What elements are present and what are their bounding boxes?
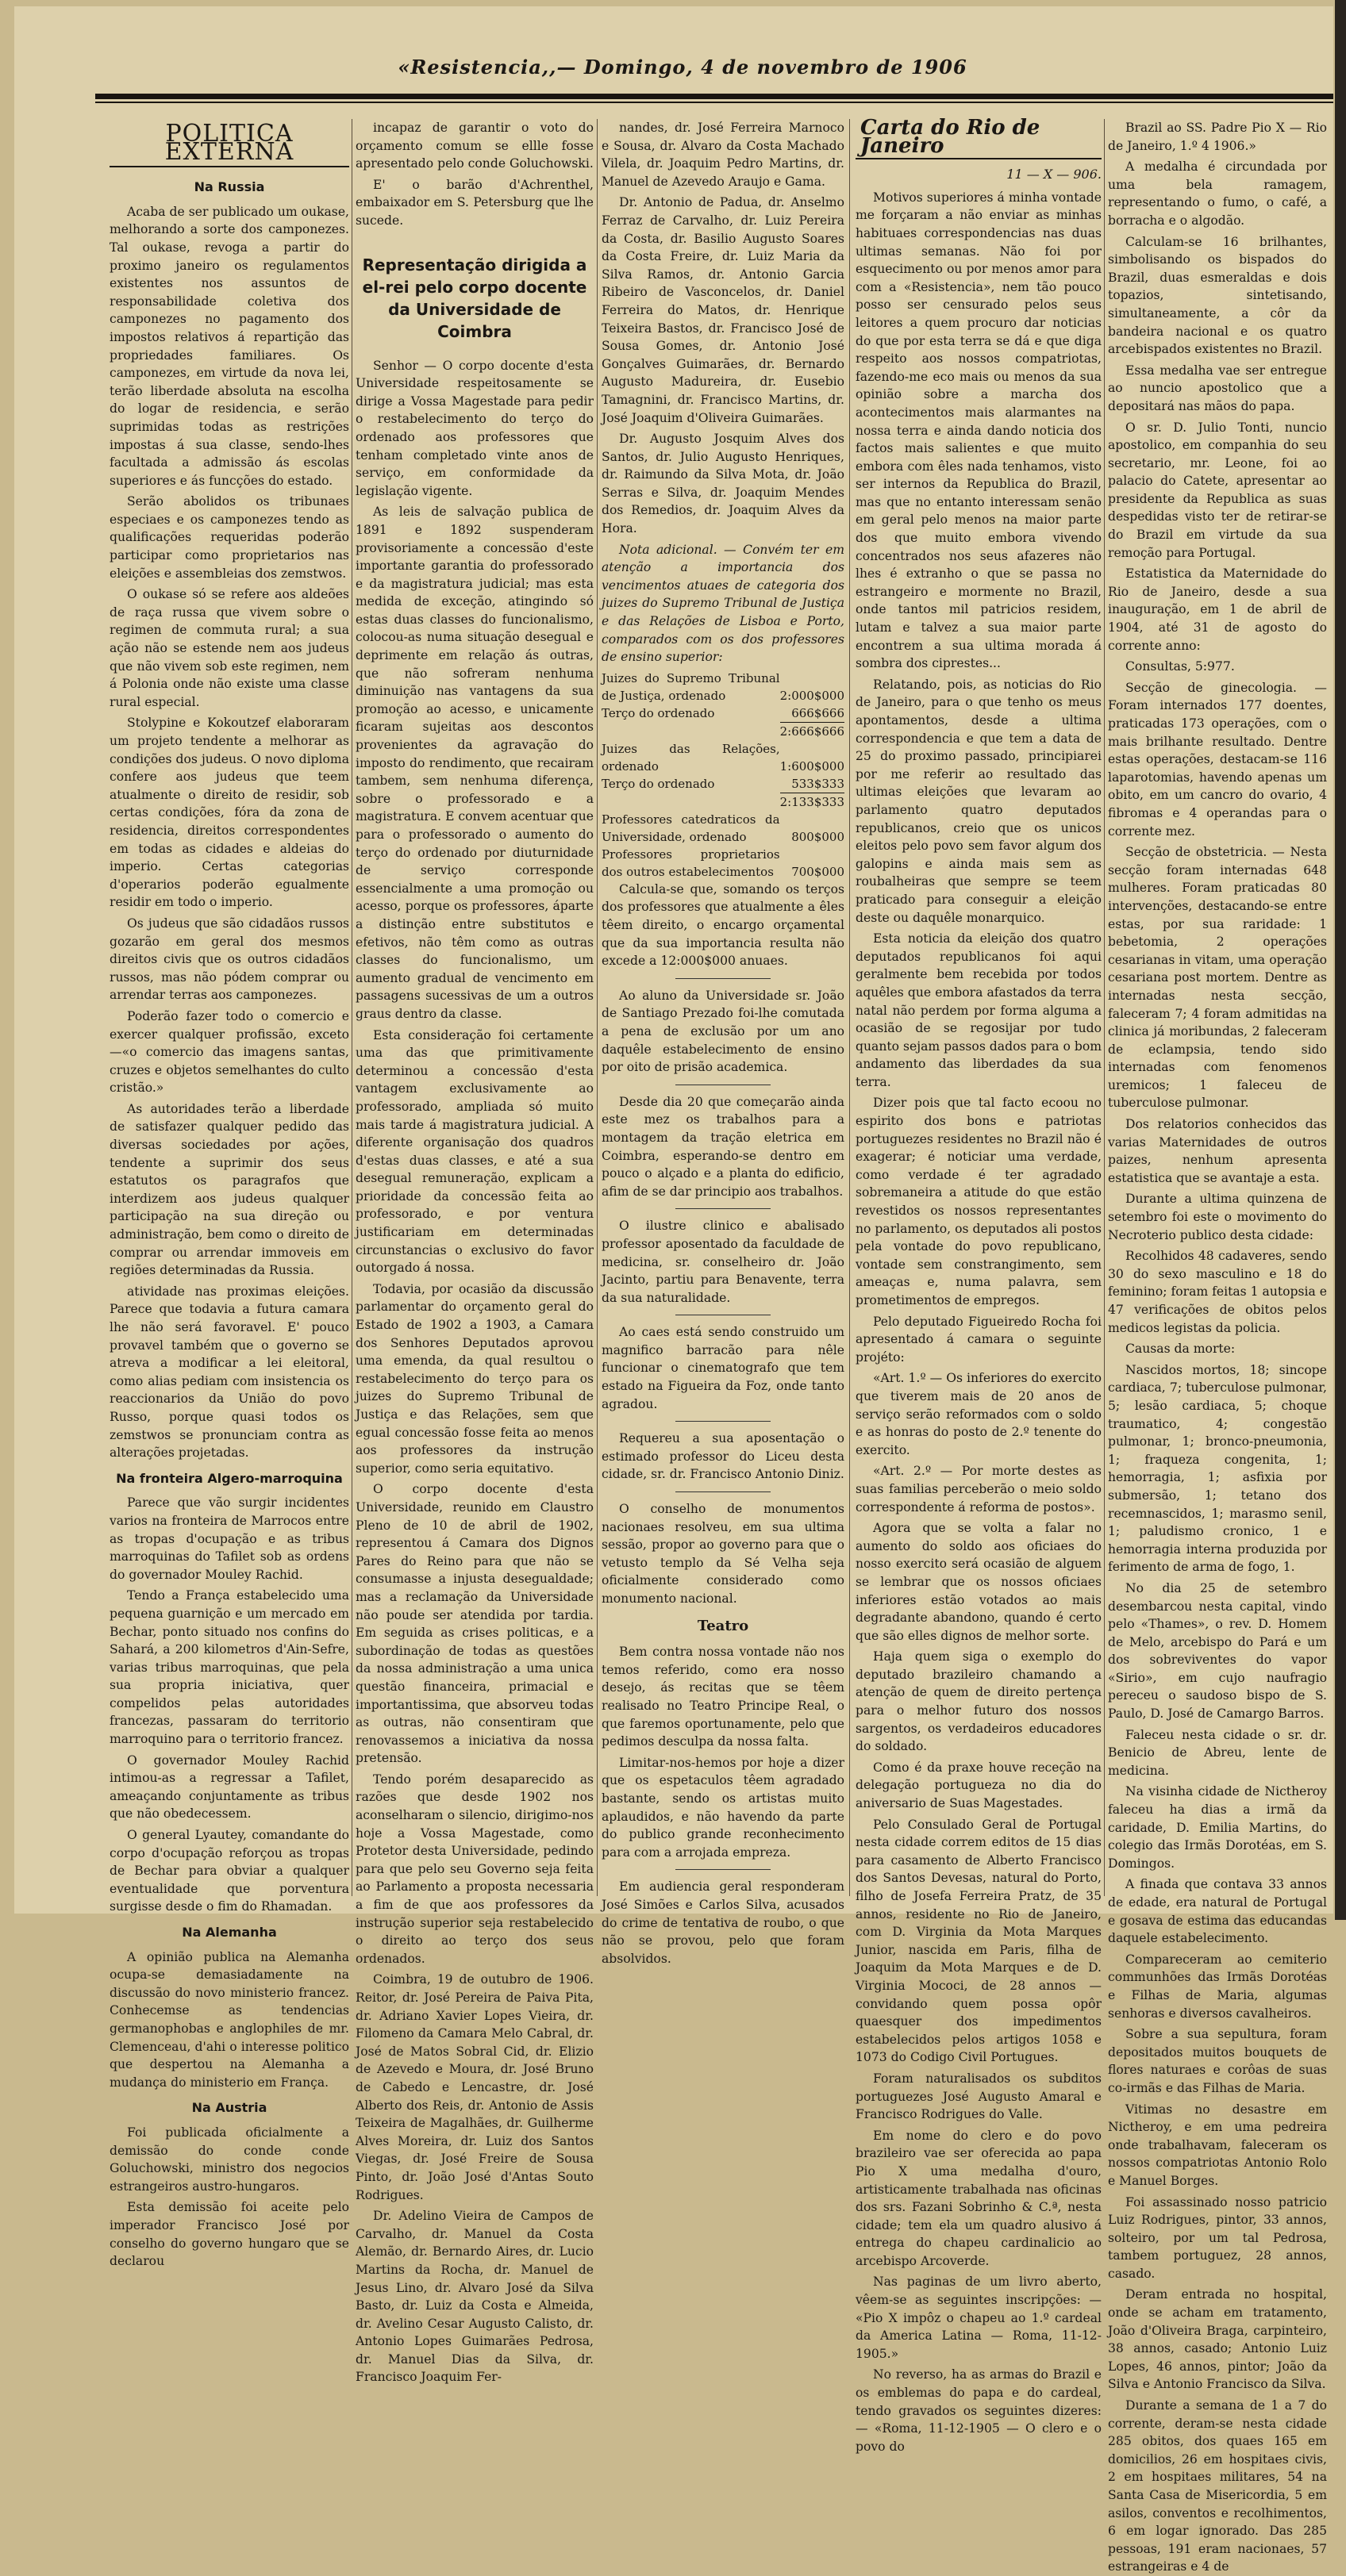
article-paragraph: E' o barão d'Achrenthel, embaixador em S. Petersburg que lhe sucede. [356, 177, 594, 228]
subsection-title: Na Austria [191, 2100, 267, 2116]
article-paragraph: Durante a ultima quinzena de setembro foi este o movimento do Necroterio publico desta cidade: [1108, 1192, 1327, 1242]
article-paragraph: O general Lyautey, comandante do corpo d'ocupação reforçou as tropas de Bechar para obviar a qualquer eventualidade que porventura surgisse desde o fim do Rhamadan. [110, 1828, 349, 1914]
article-paragraph: Ao aluno da Universidade sr. João de Santiago Prezado foi-lhe comutada a pena de exclusão por um ano daquêle estabelecimento de ensino por oito de prisão academica. [602, 988, 844, 1075]
article-paragraph: O conselho de monumentos nacionaes resolveu, em sua ultima sessão, propor ao governo para que o vetusto templo da Sé Velha seja oficialmente considerado como monumento nacional. [602, 1502, 844, 1606]
article-paragraph: O oukase só se refere aos aldeões de raça russa que vivem sobre o regimen de commuta rural; a sua ação não se estende nem aos judeus que não vivem sob este regimen, nem á Polonia onde não existe uma classe rural especial. [110, 587, 349, 709]
column-representacao [356, 119, 594, 2385]
article-paragraph: No dia 25 de setembro desembarcou nesta capital, vindo pelo «Thames», o rev. D. Homem de Melo, arcebispo do Pará e um dos sobreviventes do vapor «Sirio», em cujo naufragio pereceu o saudoso bispo de S. Paulo, D. José de Camargo Barros. [1108, 1580, 1327, 1722]
article-paragraph: Acaba de ser publicado um oukase, melhorando a sorte dos camponezes. Tal oukase, revoga a partir do proximo janeiro os regulamentos existentes nos assuntos de responsabilidade coletiva dos camponezes no pagamento dos impostos relativos á repartição das propriedades familiares. Os camponezes, em virtude da nova lei, terão liberdade absoluta na escolha do logar de residencia, e serão suprimidas todas as restrições impostas á sua classe, sendo-lhes facultada a admissão ás escolas superiores e ás funcções do estado. [110, 204, 349, 488]
header-rule [95, 94, 1333, 99]
article-paragraph: No reverso, ha as armas do Brazil e os emblemas do papa e do cardeal, tendo gravados os seguintes dizeres: — «Roma, 11-12-1905 — O clero e o povo do [856, 2367, 1102, 2454]
table-label: Juizes das Relações, ordenado [602, 741, 780, 774]
article-paragraph: Faleceu nesta cidade o sr. dr. Benicio de Abreu, lente de medicina. [1108, 1727, 1327, 1778]
article-paragraph: Nascidos mortos, 18; sincope cardiaca, 7; tuberculose pulmonar, 5; lesão cardiaca, 5; choque traumatico, 4; congestão pulmonar, 1; bronco-pneumonia, 1; fraqueza congenita, 1; hemorragia, 1; asfixia por submersão, 1; tetano dos recemnascidos, 1; marasmo senil, 1; paludismo cronico, 1 e hemorragia interna produzida por ferimento de arma de fogo, 1. [1108, 1362, 1327, 1575]
article-paragraph: Motivos superiores á minha vontade me forçaram a não enviar as minhas habituaes correspondencias nas duas ultimas semanas. Não foi por esquecimento ou por menos amor para com a «Resistencia», nem tão pouco posso ser censurado pelos seus leitores a quem procuro dar noticias do que por esta terra se dá e que diga respeito aos nossos compatriotas, fazendo-me eco mais ou menos da sua opinião sobre a marcha dos acontecimentos mais alarmantes na nossa terra e ainda dando noticia dos factos mais salientes e que muito embora com êles nada tenhamos, visto ser internos da Republica do Brazil, mas que no entanto interessam senão em geral pelo menos na maior parte dos que muito embora vivendo concentrados nos seus afazeres não lhes é extranho o que se passa no estrangeiro e mormente no Brazil, onde tantos mil patricios residem, lutam e talvez a sua maior parte encontrem a sua ultima morada á sombra dos ciprestes... [856, 190, 1102, 671]
article-paragraph: Deram entrada no hospital, onde se acham em tratamento, João d'Oliveira Braga, carpinteiro, 38 annos, casado; Antonio Luiz Lopes, 46 annos, pintor; João da Silva e Antonio Francisco da Silva. [1108, 2287, 1327, 2392]
article-paragraph: Requereu a sua aposentação o estimado professor do Liceu desta cidade, sr. dr. Francisco Antonio Diniz. [602, 1431, 844, 1482]
column-noticias-coimbra [602, 119, 844, 1966]
header-rule-thin [95, 102, 1333, 103]
article-paragraph: Nas paginas de um livro aberto, vêem-se as seguintes inscripções: — «Pio X impôz o chapeu ao 1.º cardeal da America Latina — Roma, 11-12-1905.» [856, 2275, 1102, 2361]
article-paragraph: Dr. Augusto Josquim Alves dos Santos, dr. Julio Augusto Henriques, dr. Raimundo da Silva Mota, dr. João Serras e Silva, dr. Joaquim Mendes dos Remedios, dr. Joaquim Alves da Hora. [602, 432, 844, 536]
divider [675, 1208, 771, 1209]
article-paragraph: Vitimas no desastre em Nictheroy, e em uma pedreira onde trabalhavam, faleceram os nossos compatriotas Antonio Rolo e Manuel Borges. [1108, 2102, 1327, 2188]
column-divider [597, 119, 598, 1896]
article-paragraph: Foi assassinado nosso patricio Luiz Rodrigues, pintor, 33 annos, solteiro, por um tal Pedrosa, tambem portuguez, 28 annos, casado. [1108, 2194, 1327, 2281]
carta-date: 11 — X — 906. [1006, 167, 1102, 182]
article-paragraph: Compareceram ao cemiterio communhões das Irmãs Dorotéas e Filhas de Maria, algumas senhoras e diversos cavalheiros. [1108, 1952, 1327, 2021]
article-paragraph: Senhor — O corpo docente d'esta Universidade respeitosamente se dirige a Vossa Magestade para pedir o restabelecimento do terço do ordenado aos professores que tenham completado vinte anos de serviço, em conformidade da legislação vigente. [356, 358, 594, 498]
article-paragraph: Sobre a sua sepultura, foram depositados muitos bouquets de flores naturaes e corôas de suas co-irmãs e das Filhas de Maria. [1108, 2027, 1327, 2095]
salary-table [602, 670, 844, 881]
article-paragraph: Os judeus que são cidadãos russos gozarão em geral dos mesmos direitos civis que os outros cidadãos russos, mas não pódem comprar ou arrendar terras aos camponezes. [110, 916, 349, 1003]
table-label: Juizes do Supremo Tribunal de Justiça, ordenado [602, 670, 780, 703]
page-edge [1335, 0, 1346, 1920]
article-paragraph: O corpo docente d'esta Universidade, reunido em Claustro Pleno de 10 de abril de 1902, representou á Camara dos Dignos Pares do Reino para que não se consumasse a injusta desegualdade; mas a reclamação da Universidade não poude ser atendida por tardia. Em seguida as crises politicas, e a subordinação de todas as questões da nossa administração a uma unica questão financeira, primacial e importantissima, que absorveu todas as outras, não consentiram que renovassemos a iniciativa da nossa pretensão. [356, 1482, 594, 1766]
article-paragraph: Durante a semana de 1 a 7 do corrente, deram-se nesta cidade 285 obitos, dos quaes 165 em domicilios, 26 em hospitaes civis, 2 em hospitaes militares, 54 na Santa Casa de Misericordia, 5 em asilos, conventos e recolhimentos, 6 em logar ignorado. Das 285 pessoas, 191 eram nacionaes, 57 estrangeiras e 4 de [1108, 2398, 1327, 2574]
article-paragraph: Na visinha cidade de Nictheroy faleceu ha dias a irmã da caridade, D. Emilia Martins, do colegio das Irmãs Dorotéas, em S. Domingos. [1108, 1784, 1327, 1871]
divider [675, 1421, 771, 1422]
article-paragraph: Tendo a França estabelecido uma pequena guarnição e um mercado em Bechar, ponto situado nos confins do Sahará, a 200 kilometros d'Ain-Sefre, varias tribus marroquinas, que pela sua propria iniciativa, quer compelidos pelas autoridades francezas, passaram do territorio marroquino para o territorio francez. [110, 1588, 349, 1747]
article-paragraph: As autoridades terão a liberdade de satisfazer qualquer pedido das diversas sociedades por ações, tendente a suprimir dos seus estatutos os paragrafos que interdizem aos judeus qualquer participação na sua direção ou administração, bem como o direito de comprar ou arrendar immoveis em regiões determinadas da Russia. [110, 1101, 349, 1278]
article-paragraph: A medalha é circundada por uma bela ramagem, representando o fumo, o café, a borracha e o algodão. [1108, 159, 1327, 228]
table-label: Professores proprietarios dos outros estabelecimentos [602, 847, 780, 879]
article-paragraph: Estatistica da Maternidade do Rio de Janeiro, desde a sua inauguração, em 1 de abril de 1904, até 31 de agosto do corrente anno: [1108, 566, 1327, 653]
article-paragraph: Stolypine e Kokoutzef elaboraram um projeto tendente a melhorar as condições dos judeus. O novo diploma confere aos judeus que teem atualmente o direito de residir, sob certas condições, fóra da zona de residencia, direitos correspondentes em todas as cidades e aldeias do imperio. Certas categorias d'operarios poderão egualmente residir em todo o imperio. [110, 716, 349, 910]
article-paragraph: Haja quem siga o exemplo do deputado brazileiro chamando a atenção de quem de direito pertença para o melhor futuro dos nossos sargentos, os verdadeiros educadores do soldado. [856, 1649, 1102, 1754]
article-paragraph: Em audiencia geral responderam José Simões e Carlos Silva, acusados do crime de tentativa de roubo, o que não se provou, pelo que foram absolvidos. [602, 1879, 844, 1966]
article-paragraph: Foi publicada oficialmente a demissão do conde conde Goluchowski, ministro dos negocios estrangeiros austro-hungaros. [110, 2125, 349, 2194]
article-paragraph: Calcula-se que, somando os terços dos professores que atualmente a êles têem direito, o encargo orçamental que da sua importancia resulta não excede a 12:000$000 anuaes. [602, 881, 844, 969]
article-paragraph: Brazil ao SS. Padre Pio X — Rio de Janeiro, 1.º 4 1906.» [1108, 121, 1327, 153]
article-paragraph: nandes, dr. José Ferreira Marnoco e Sousa, dr. Alvaro da Costa Machado Vilela, dr. Joaquim Pedro Martins, dr. Manuel de Azevedo Araujo e Gama. [602, 121, 844, 189]
table-row [602, 704, 844, 723]
article-paragraph: O sr. D. Julio Tonti, nuncio apostolico, em companhia do seu secretario, mr. Leone, foi ao palacio do Catete, apresentar ao presidente da Republica as suas despedidas visto ter de retirar-se do Brazil em virtude da sua remoção para Portugal. [1108, 420, 1327, 560]
article-paragraph: O governador Mouley Rachid intimou-as a regressar a Tafilet, ameaçando conjuntamente as tribus que não obedecessem. [110, 1753, 349, 1822]
article-paragraph: Dr. Adelino Vieira de Campos de Carvalho, dr. Manuel da Costa Alemão, dr. Bernardo Aires, dr. Lucio Martins da Rocha, dr. Manuel de Jesus Lino, dr. Alvaro José da Silva Basto, dr. Luiz da Costa e Almeida, dr. Avelino Cesar Augusto Calisto, dr. Antonio Lopes Guimarães Pedrosa, dr. Manuel Dias da Silva, dr. Francisco Joaquim Fer- [356, 2209, 594, 2385]
article-paragraph: O ilustre clinico e abalisado professor aposentado da faculdade de medicina, sr. conselheiro dr. João Jacinto, partiu para Benavente, terra da sua naturalidade. [602, 1219, 844, 1305]
article-paragraph: Dos relatorios conhecidos das varias Maternidades de outros paizes, nenhum apresenta estatistica que se avantaje a esta. [1108, 1117, 1327, 1185]
carta-title: Carta do Rio de Janeiro [856, 119, 1102, 159]
teatro-title: Teatro [697, 1617, 749, 1634]
table-value: 1:600$000 [779, 758, 844, 774]
article-paragraph: Calculam-se 16 brilhantes, simbolisando os bispados do Brazil, duas esmeraldas e dois topazios, sintetisando, simultaneamente, a côr da bandeira nacional e os quatro arcebispados existentes no Brazil. [1108, 234, 1327, 357]
article-paragraph: Desde dia 20 que começarão ainda este mez os trabalhos para a montagem da tração eletrica em Coimbra, esperando-se dentro em pouco o alçado e a planta do edificio, afim de se dar principio aos trabalhos. [602, 1094, 844, 1199]
divider [675, 1491, 771, 1492]
article-paragraph: Tendo porém desaparecido as razões que desde 1902 nos aconselharam o silencio, dirigimo-nos hoje a Vossa Magestade, como Protetor desta Universidade, pedindo para que pelo seu Governo seja feita ao Parlamento a proposta necessaria a fim de que aos professores da instrução superior seja restabelecido o direito ao terço dos seus ordenados. [356, 1772, 594, 1966]
article-paragraph: Essa medalha vae ser entregue ao nuncio apostolico que a depositará nas mãos do papa. [1108, 363, 1327, 413]
article-paragraph: Como é da praxe houve receção na delegação portugueza no dia do aniversario de Suas Magestades. [856, 1760, 1102, 1811]
section-title: POLITICA EXTERNA [110, 125, 349, 167]
subsection-title: Na Russia [194, 179, 265, 195]
article-paragraph: Parece que vão surgir incidentes varios na fronteira de Marrocos entre as tropas d'ocupação e as tribus marroquinas do Tafilet sob as ordens do governador Mouley Rachid. [110, 1495, 349, 1582]
article-paragraph: Agora que se volta a falar no aumento do soldo aos oficiaes do nosso exercito será ocasião de alguem se lembrar que os nossos oficiaes inferiores estão votados ao mais degradante abandono, quando é certo que são elles dignos de melhor sorte. [856, 1521, 1102, 1643]
table-row [602, 811, 844, 846]
article-paragraph: Limitar-nos-hemos por hoje a dizer que os espetaculos têem agradado bastante, sendo os artistas muito aplaudidos, e não havendo da parte do publico grande reconhecimento para com a arrojada empreza. [602, 1755, 844, 1860]
article-paragraph: Dr. Antonio de Padua, dr. Anselmo Ferraz de Carvalho, dr. Luiz Pereira da Costa, dr. Basilio Augusto Soares da Costa Freire, dr. Luiz Maria da Silva Ramos, dr. Antonio Garcia Ribeiro de Vasconcelos, dr. Daniel Ferreira do Matos, dr. Henrique Teixeira Bastos, dr. Francisco José de Sousa Gomes, dr. Antonio José Gonçalves Guimarães, dr. Bernardo Augusto Madureira, dr. Eusebio Tamagnini, dr. Francisco Martins, dr. José Joaquim d'Oliveira Guimarães. [602, 195, 844, 425]
article-paragraph: atividade nas proximas eleições. Parece que todavia a futura camara lhe não será favoravel. E' pouco provavel também que o governo se atreva a modificar a lei eleitoral, como alias pediam com insistencia os reaccionarios da União do povo Russo, porque quasi todos os zemstwos se pronunciam contra as alterações projetadas. [110, 1284, 349, 1461]
article-paragraph: Esta consideração foi certamente uma das que primitivamente determinou a concessão d'esta vantagem exclusivamente ao professorado, ampliada só muito mais tarde á magistratura judicial. A diferente organisação dos quadros d'estas duas classes, e até a sua desegual remuneração, explicam a prioridade da concessão feita ao professorado, e por ventura justificariam em determinadas circunstancias o exclusivo do favor outorgado á nossa. [356, 1027, 594, 1276]
column-carta-rio [856, 116, 1102, 2454]
article-paragraph: Secção de ginecologia. — Foram internados 177 doentes, praticadas 173 operações, com o mais brilhante resultado. Dentre estas operações, destacam-se 116 laparotomias, havendo apenas um obito, em um cancro do ovario, 4 fibromas e 4 operandas para o corrente mez. [1108, 680, 1327, 839]
article-paragraph: Poderão fazer todo o comercio e exercer qualquer profissão, exceto—«o comercio das imagens santas, cruzes e objetos semelhantes do culto cristão.» [110, 1008, 349, 1096]
article-paragraph: Pelo deputado Figueiredo Rocha foi apresentado á camara o seguinte projéto: [856, 1314, 1102, 1365]
table-row [602, 846, 844, 881]
divider [675, 1869, 771, 1870]
table-sum: 2:133$333 [780, 793, 844, 811]
article-paragraph: Recolhidos 48 cadaveres, sendo 30 do sexo masculino e 18 do feminino; foram feitas 1 autopsia e 47 verificações de obitos pelos medicos legistas da policia. [1108, 1249, 1327, 1335]
table-row [602, 793, 844, 811]
article-paragraph: Relatando, pois, as noticias do Rio de Janeiro, para o que tenho os meus apontamentos, desde a ultima correspondencia e que tem a data de 25 do proximo passado, principiarei por me referir ao resultado das ultimas eleições que levaram ao parlamento quatro deputados republicanos, creio que os unicos eleitos pelo povo sem favor algum dos galopins e ainda mais sem as roubalheiras que sempre se teem praticado para conseguir a eleição deste ou daquêle monarquico. [856, 677, 1102, 925]
table-row [602, 775, 844, 793]
article-paragraph: Todavia, por ocasião da discussão parlamentar do orçamento geral do Estado de 1902 a 1903, a Camara dos Senhores Deputados aprovou uma emenda, da qual resultou o restabelecimento do terço para os juizes do Supremo Tribunal de Justiça e das Relações, sem que egual concessão fosse feita ao menos aos professores da instrução superior, como seria equitativo. [356, 1281, 594, 1476]
article-paragraph: Consultas, 5:977. [1125, 659, 1235, 674]
table-label: Terço do ordenado [602, 777, 715, 792]
table-value: 700$000 [791, 864, 844, 879]
article-paragraph: incapaz de garantir o voto do orçamento comum se ellle fosse apresentado pelo conde Goluchowski. [356, 121, 594, 171]
column-politica-externa [110, 119, 349, 2269]
article-paragraph: Coimbra, 19 de outubro de 1906. Reitor, dr. José Pereira de Paiva Pita, dr. Adriano Xavier Lopes Vieira, dr. Filomeno da Camara Melo Cabral, dr. José de Matos Sobral Cid, dr. Elizio de Azevedo e Moura, dr. José Bruno de Cabedo e Lencastre, dr. José Alberto dos Reis, dr. Antonio de Assis Teixeira de Magalhães, dr. Guilherme Alves Moreira, dr. Luiz dos Santos Viegas, dr. José Freire de Sousa Pinto, dr. João José d'Antas Souto Rodrigues. [356, 1972, 594, 2202]
table-row [602, 670, 844, 704]
subsection-title: Na fronteira Algero-marroquina [116, 1470, 343, 1486]
article-paragraph: As leis de salvação publica de 1891 e 1892 suspenderam provisoriamente a concessão d'este importante garantia do professorado e da magistratura judicial; mas esta medida de exceção, atingindo só estas duas classes do funcionalismo, colocou-as numa situação desegual e deprimente em relação ás outras, que não sofreram nenhuma diminuição nas vantagens da sua promoção ao acesso, e unicamente ficaram sujeitas aos descontos provenientes da agravação do imposto do rendimento, que recairam tambem, sem nenhuma diferença, sobre o professorado e a magistratura. E convem acentuar que para o professorado o aumento do terço do ordenado por diuturnidade de serviço corresponde essencialmente a uma promoção ou acesso, porque os professores, áparte a distinção entre substitutos e efetivos, não têm como as outras classes do funcionalismo, um aumento gradual de vencimento em passagens sucessivas de um a outros graus dentro da classe. [356, 505, 594, 1021]
article-paragraph: A finada que contava 33 annos de edade, era natural de Portugal e gosava de estima das educandas daquele estabelecimento. [1108, 1877, 1327, 1946]
table-row [602, 722, 844, 740]
column-divider [1104, 119, 1105, 1896]
article-paragraph: Em nome do clero e do povo brazileiro vae ser oferecida ao papa Pio X uma medalha d'ouro, artisticamente trabalhada nas oficinas dos srs. Fazani Sobrinho & C.ª, nesta cidade; tem ela um quadro alusivo á entrega do chapeu cardinalicio ao arcebispo Arcoverde. [856, 2128, 1102, 2268]
table-value: 666$666 [791, 705, 844, 720]
article-paragraph: Esta demissão foi aceite pelo imperador Francisco José por conselho do governo hungaro que se declarou [110, 2200, 349, 2269]
article-paragraph: «Art. 2.º — Por morte destes as suas familias perceberão o meio soldo correspondente á reforma de postos». [856, 1464, 1102, 1515]
subsection-title: Na Alemanha [182, 1925, 277, 1940]
article-paragraph: Secção de obstetricia. — Nesta secção foram internadas 648 mulheres. Foram praticadas 80 intervenções, destacando-se entre estas, por sua raridade: 1 bebetomia, 2 operações cesarianas in vitam, uma operação cesariana post mortem. Dentre as internadas nesta secção, faleceram 7; 4 foram admitidas na clinica já moribundas, 2 faleceram de eclampsia, tendo sido internadas com fenomenos uremicos; 1 faleceu de tuberculose pulmonar. [1108, 845, 1327, 1111]
masthead: «Resistencia,,— Domingo, 4 de novembro de 1906 [398, 56, 967, 79]
divider [675, 978, 771, 979]
table-value: 533$333 [791, 776, 844, 791]
article-paragraph: Esta noticia da eleição dos quatro deputados republicanos foi aqui geralmente bem recebida por todos aquêles que embora afastados da terra natal não perdem por forma alguma a ocasião de se regosijar por tudo quanto sejam passos dados para o bom andamento das liberdades da sua terra. [856, 931, 1102, 1089]
article-paragraph: Causas da morte: [1125, 1342, 1236, 1357]
article-paragraph: «Art. 1.º — Os inferiores do exercito que tiverem mais de 20 anos de serviço serão reformados com o soldo e as honras do posto de 2.º tenente do exercito. [856, 1371, 1102, 1457]
article-paragraph: Foram naturalisados os subditos portuguezes José Augusto Amaral e Francisco Rodrigues do Valle. [856, 2071, 1102, 2122]
article-paragraph: Dizer pois que tal facto ecoou no espirito dos bons e patriotas portuguezes residentes no Brazil não é exagerar; é noticiar uma verdade, como verdade é ter agradado sobremaneira a atitude do que estão revestidos os nossos representantes no parlamento, os deputados ali postos pela vontade do povo republicano, vontade sem constrangimento, sem ameaças e, numa palavra, sem prometimentos de empregos. [856, 1096, 1102, 1307]
table-value: 2:000$000 [779, 688, 844, 703]
table-label: Terço do ordenado [602, 706, 715, 721]
column-carta-rio-continued [1108, 119, 1327, 2574]
article-paragraph: Serão abolidos os tribunaes especiaes e os camponezes tendo as qualificações requeridas poderão participar como proprietarios nas eleições e assembleias dos zemstwos. [110, 494, 349, 581]
article-paragraph: Ao caes está sendo construido um magnifico barracão para nêle funcionar o cinematografo que tem estado na Figueira da Foz, onde tanto agradou. [602, 1325, 844, 1411]
nota-adicional: Nota adicional. — Convém ter em atenção a importancia dos vencimentos atuaes de categoria dos juizes do Supremo Tribunal de Justiça e das Relações de Lisboa e Porto, comparados com os dos professores de ensino superior: [602, 542, 844, 665]
table-value: 800$000 [791, 829, 844, 844]
article-paragraph: Pelo Consulado Geral de Portugal nesta cidade correm editos de 15 dias para casamento de Alberto Francisco dos Santos Devesas, natural do Porto, filho de Josefa Ferreira Pratz, de 35 annos, residente no Rio de Janeiro, com D. Virginia da Mota Marques Junior, nascida em Paris, filha de Joaquim da Mota Marques e de D. Virginia Mococi, de 28 annos — convidando quem possa opôr quaesquer dos impedimentos estabelecidos pelos artigos 1058 e 1073 do Codigo Civil Portugues. [856, 1817, 1102, 2065]
article-paragraph: Bem contra nossa vontade não nos temos referido, como era nosso desejo, ás recitas que se têem realisado no Teatro Principe Real, o que faremos oportunamente, pelo que pedimos desculpa da nossa falta. [602, 1645, 844, 1749]
column-divider [849, 119, 850, 1896]
table-row [602, 740, 844, 775]
article-headline: Representação dirigida a el-rei pelo corpo docente da Universidade de Coimbra [362, 255, 587, 341]
table-label: Professores catedraticos da Universidade, ordenado [602, 812, 780, 844]
table-sum: 2:666$666 [780, 722, 844, 740]
article-paragraph: A opinião publica na Alemanha ocupa-se demasiadamente na discussão do novo ministerio francez. Conhecemse as tendencias germanophobas e anglophiles de mr. Clemenceau, d'ahi o interesse politico que despertou na Alemanha a mudança do ministerio em França. [110, 1949, 349, 2090]
